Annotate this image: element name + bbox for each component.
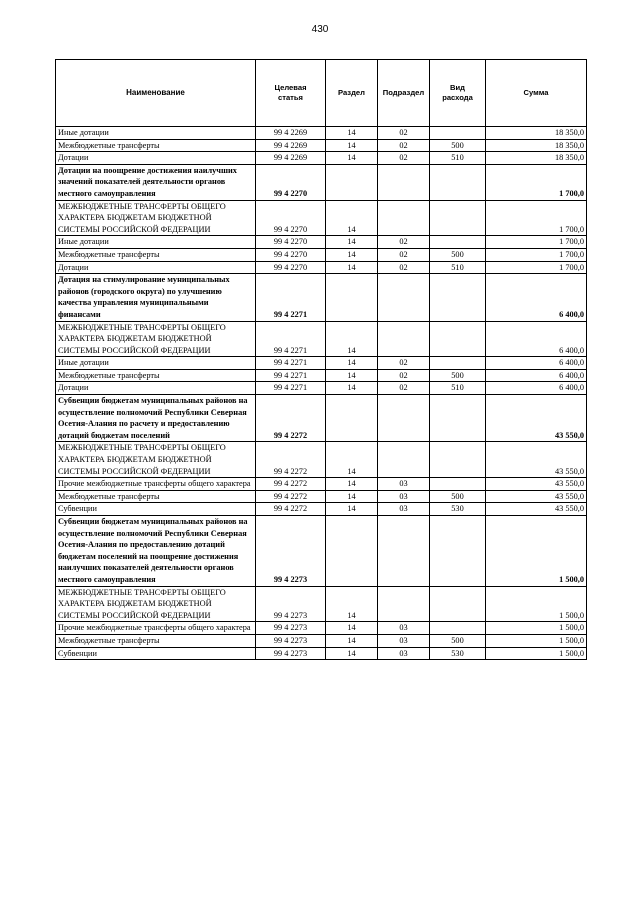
cell-name: Межбюджетные трансферты: [56, 634, 256, 647]
cell-vid: 500: [430, 634, 486, 647]
cell-summa: 1 500,0: [486, 622, 587, 635]
header-name: Наименование: [56, 60, 256, 127]
cell-podrazdel: 03: [378, 503, 430, 516]
cell-razdel: 14: [326, 261, 378, 274]
cell-summa: 6 400,0: [486, 369, 587, 382]
cell-vid: 530: [430, 647, 486, 660]
cell-vid: 510: [430, 261, 486, 274]
cell-vid: [430, 200, 486, 236]
table-row: [56, 127, 587, 140]
cell-code: 99 4 2272: [256, 395, 326, 442]
table-row: [56, 442, 587, 478]
cell-code: 99 4 2272: [256, 490, 326, 503]
cell-podrazdel: 03: [378, 647, 430, 660]
cell-razdel: 14: [326, 357, 378, 370]
cell-code: 99 4 2270: [256, 164, 326, 200]
cell-razdel: 14: [326, 622, 378, 635]
header-code: [256, 60, 326, 127]
cell-vid: [430, 236, 486, 249]
cell-name: Иные дотации: [56, 357, 256, 370]
table-row: [56, 261, 587, 274]
cell-podrazdel: [378, 321, 430, 357]
cell-summa: 18 350,0: [486, 139, 587, 152]
cell-vid: 500: [430, 369, 486, 382]
cell-name: МЕЖБЮДЖЕТНЫЕ ТРАНСФЕРТЫ ОБЩЕГО ХАРАКТЕРА БЮДЖЕТАМ БЮДЖЕТНОЙ СИСТЕМЫ РОССИЙСКОЙ ФЕДЕРАЦИИ: [56, 586, 256, 622]
cell-summa: 6 400,0: [486, 357, 587, 370]
cell-code: 99 4 2272: [256, 503, 326, 516]
cell-vid: 510: [430, 382, 486, 395]
cell-code: 99 4 2273: [256, 516, 326, 587]
table-row: [56, 369, 587, 382]
cell-name: Межбюджетные трансферты: [56, 490, 256, 503]
cell-summa: 43 550,0: [486, 395, 587, 442]
table-row: [56, 382, 587, 395]
cell-podrazdel: 02: [378, 369, 430, 382]
page-number: 430: [311, 24, 329, 35]
cell-summa: 1 700,0: [486, 248, 587, 261]
table-row: [56, 139, 587, 152]
cell-podrazdel: 03: [378, 478, 430, 491]
cell-summa: 6 400,0: [486, 382, 587, 395]
cell-podrazdel: [378, 200, 430, 236]
cell-name: Иные дотации: [56, 236, 256, 249]
cell-razdel: 14: [326, 200, 378, 236]
cell-code: 99 4 2270: [256, 200, 326, 236]
table-row: [56, 634, 587, 647]
cell-name: Прочие межбюджетные трансферты общего характера: [56, 478, 256, 491]
cell-name: Субвенции: [56, 503, 256, 516]
cell-razdel: [326, 274, 378, 321]
cell-summa: 18 350,0: [486, 152, 587, 165]
cell-vid: [430, 586, 486, 622]
table-row: [56, 321, 587, 357]
cell-razdel: [326, 516, 378, 587]
cell-podrazdel: 02: [378, 139, 430, 152]
table-row: [56, 395, 587, 442]
cell-vid: 530: [430, 503, 486, 516]
cell-name: Межбюджетные трансферты: [56, 139, 256, 152]
cell-podrazdel: 02: [378, 152, 430, 165]
cell-podrazdel: 02: [378, 261, 430, 274]
cell-razdel: 14: [326, 647, 378, 660]
cell-razdel: 14: [326, 490, 378, 503]
table-row: [56, 647, 587, 660]
cell-name: Прочие межбюджетные трансферты общего характера: [56, 622, 256, 635]
cell-summa: 1 700,0: [486, 164, 587, 200]
cell-razdel: [326, 395, 378, 442]
cell-razdel: 14: [326, 382, 378, 395]
table-row: [56, 357, 587, 370]
cell-code: 99 4 2271: [256, 382, 326, 395]
table-row: [56, 586, 587, 622]
cell-vid: [430, 274, 486, 321]
cell-razdel: 14: [326, 369, 378, 382]
table-row: [56, 478, 587, 491]
cell-summa: 1 500,0: [486, 516, 587, 587]
cell-podrazdel: 03: [378, 490, 430, 503]
header-vid: [430, 60, 486, 127]
cell-razdel: 14: [326, 634, 378, 647]
cell-code: 99 4 2271: [256, 274, 326, 321]
header-code-line2: статья: [278, 93, 303, 102]
cell-vid: 500: [430, 248, 486, 261]
cell-code: 99 4 2271: [256, 321, 326, 357]
table-row: [56, 490, 587, 503]
header-summa: Сумма: [486, 60, 587, 127]
cell-summa: 1 700,0: [486, 200, 587, 236]
cell-razdel: 14: [326, 127, 378, 140]
cell-summa: 43 550,0: [486, 503, 587, 516]
cell-name: МЕЖБЮДЖЕТНЫЕ ТРАНСФЕРТЫ ОБЩЕГО ХАРАКТЕРА БЮДЖЕТАМ БЮДЖЕТНОЙ СИСТЕМЫ РОССИЙСКОЙ ФЕДЕРАЦИИ: [56, 321, 256, 357]
cell-vid: 510: [430, 152, 486, 165]
cell-vid: [430, 164, 486, 200]
table-row: [56, 516, 587, 587]
cell-razdel: 14: [326, 503, 378, 516]
cell-code: 99 4 2270: [256, 248, 326, 261]
cell-podrazdel: [378, 516, 430, 587]
header-vid-line2: расхода: [442, 93, 473, 102]
cell-podrazdel: 03: [378, 634, 430, 647]
cell-vid: [430, 478, 486, 491]
cell-code: 99 4 2271: [256, 357, 326, 370]
table-header: [56, 60, 587, 127]
cell-summa: 43 550,0: [486, 442, 587, 478]
cell-razdel: 14: [326, 321, 378, 357]
cell-summa: 6 400,0: [486, 274, 587, 321]
cell-name: Субвенции: [56, 647, 256, 660]
cell-summa: 43 550,0: [486, 478, 587, 491]
cell-code: 99 4 2269: [256, 152, 326, 165]
cell-summa: 1 500,0: [486, 586, 587, 622]
cell-podrazdel: [378, 274, 430, 321]
cell-razdel: 14: [326, 478, 378, 491]
budget-table: [55, 59, 587, 660]
cell-podrazdel: 02: [378, 236, 430, 249]
cell-code: 99 4 2271: [256, 369, 326, 382]
header-vid-line1: Вид: [450, 83, 465, 92]
table-row: [56, 274, 587, 321]
cell-vid: [430, 442, 486, 478]
header-podrazdel: Подраздел: [378, 60, 430, 127]
cell-code: 99 4 2272: [256, 442, 326, 478]
cell-podrazdel: 02: [378, 382, 430, 395]
cell-razdel: 14: [326, 152, 378, 165]
cell-podrazdel: [378, 164, 430, 200]
cell-summa: 1 500,0: [486, 647, 587, 660]
cell-summa: 1 700,0: [486, 261, 587, 274]
cell-summa: 18 350,0: [486, 127, 587, 140]
table-row: [56, 503, 587, 516]
cell-code: 99 4 2273: [256, 647, 326, 660]
cell-vid: 500: [430, 490, 486, 503]
cell-podrazdel: 02: [378, 248, 430, 261]
table-row: [56, 236, 587, 249]
cell-vid: [430, 321, 486, 357]
cell-summa: 6 400,0: [486, 321, 587, 357]
table-row: [56, 200, 587, 236]
cell-name: Дотация на стимулирование муниципальных районов (городского округа) по улучшению качества управления муниципальными финансами: [56, 274, 256, 321]
cell-vid: [430, 127, 486, 140]
header-code-line1: Целевая: [274, 83, 307, 92]
cell-razdel: 14: [326, 586, 378, 622]
header-razdel: Раздел: [326, 60, 378, 127]
cell-name: МЕЖБЮДЖЕТНЫЕ ТРАНСФЕРТЫ ОБЩЕГО ХАРАКТЕРА БЮДЖЕТАМ БЮДЖЕТНОЙ СИСТЕМЫ РОССИЙСКОЙ ФЕДЕРАЦИИ: [56, 200, 256, 236]
cell-podrazdel: [378, 395, 430, 442]
cell-code: 99 4 2273: [256, 634, 326, 647]
cell-summa: 1 500,0: [486, 634, 587, 647]
cell-code: 99 4 2273: [256, 586, 326, 622]
header-row: [56, 60, 587, 127]
cell-summa: 1 700,0: [486, 236, 587, 249]
cell-code: 99 4 2269: [256, 127, 326, 140]
cell-podrazdel: 03: [378, 622, 430, 635]
table-body: [56, 127, 587, 660]
cell-name: Межбюджетные трансферты: [56, 248, 256, 261]
cell-podrazdel: 02: [378, 127, 430, 140]
cell-name: Иные дотации: [56, 127, 256, 140]
cell-code: 99 4 2270: [256, 261, 326, 274]
cell-razdel: 14: [326, 139, 378, 152]
cell-name: Дотации на поощрение достижения наилучших значений показателей деятельности органов местного самоуправления: [56, 164, 256, 200]
cell-razdel: [326, 164, 378, 200]
table-row: [56, 248, 587, 261]
cell-vid: [430, 622, 486, 635]
table-row: [56, 164, 587, 200]
cell-podrazdel: [378, 586, 430, 622]
cell-name: Дотации: [56, 261, 256, 274]
cell-razdel: 14: [326, 236, 378, 249]
cell-vid: [430, 395, 486, 442]
cell-name: Межбюджетные трансферты: [56, 369, 256, 382]
cell-code: 99 4 2272: [256, 478, 326, 491]
cell-code: 99 4 2269: [256, 139, 326, 152]
cell-code: 99 4 2273: [256, 622, 326, 635]
cell-name: МЕЖБЮДЖЕТНЫЕ ТРАНСФЕРТЫ ОБЩЕГО ХАРАКТЕРА БЮДЖЕТАМ БЮДЖЕТНОЙ СИСТЕМЫ РОССИЙСКОЙ ФЕДЕРАЦИИ: [56, 442, 256, 478]
cell-name: Субвенции бюджетам муниципальных районов на осуществление полномочий Республики Северная Осетия-Алания по предоставлению дотаций бюджетам поселений на поощрение достижения наилучших показателей деятельности органов местного самоуправления: [56, 516, 256, 587]
table-row: [56, 152, 587, 165]
cell-vid: [430, 516, 486, 587]
cell-podrazdel: 02: [378, 357, 430, 370]
cell-vid: 500: [430, 139, 486, 152]
cell-razdel: 14: [326, 442, 378, 478]
table-row: [56, 622, 587, 635]
cell-name: Дотации: [56, 382, 256, 395]
cell-summa: 43 550,0: [486, 490, 587, 503]
cell-podrazdel: [378, 442, 430, 478]
cell-name: Дотации: [56, 152, 256, 165]
cell-vid: [430, 357, 486, 370]
cell-razdel: 14: [326, 248, 378, 261]
cell-code: 99 4 2270: [256, 236, 326, 249]
cell-name: Субвенции бюджетам муниципальных районов на осуществление полномочий Республики Северная Осетия-Алания по расчету и предоставлению дотаций бюджетам поселений: [56, 395, 256, 442]
